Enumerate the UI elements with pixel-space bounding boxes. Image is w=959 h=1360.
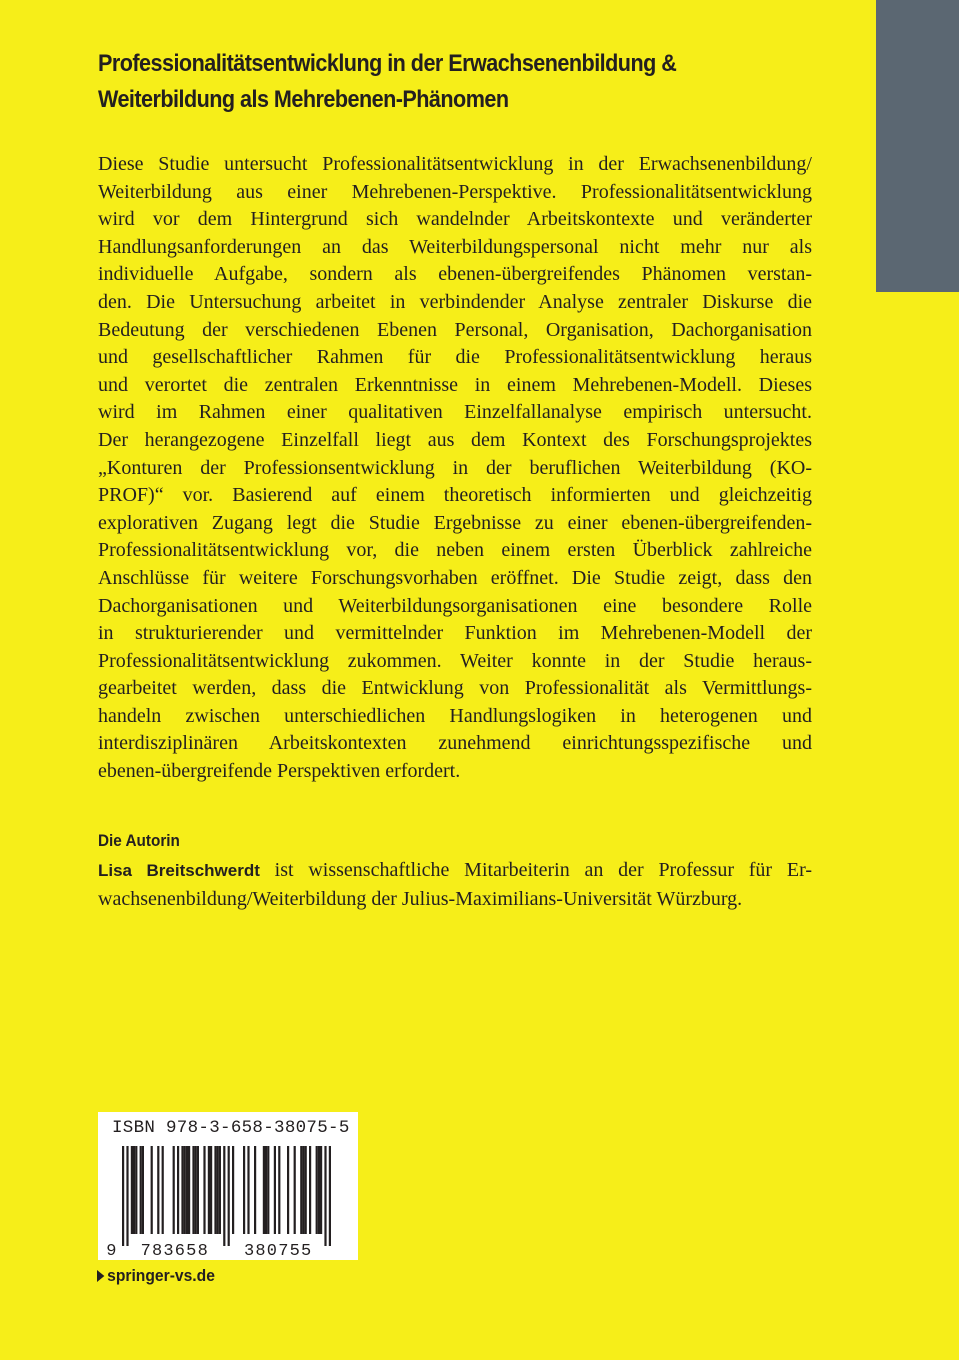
abstract-line: wird vor dem Hintergrund sich wandelnder Arbeitskontexte und veränderter [98, 208, 812, 231]
barcode-bar [142, 1146, 144, 1234]
author-bio-line-1 [98, 856, 812, 885]
barcode-digits-right: 380755 [243, 1242, 313, 1258]
barcode-bar [133, 1146, 135, 1234]
barcode-bar [210, 1146, 212, 1234]
barcode-bar [274, 1146, 276, 1234]
author-bio-text-1: ist wissenschaftliche Mitarbeiterin an der Professur für Er- [259, 859, 812, 881]
barcode-bar [173, 1146, 175, 1234]
publisher-link[interactable] [97, 1266, 215, 1286]
book-title [98, 46, 764, 118]
barcode-bar [131, 1146, 133, 1234]
barcode-bar [195, 1146, 197, 1234]
title-line-1: Professionalitätsentwicklung in der Erwachsenenbildung & [98, 50, 677, 77]
abstract-line: explorativen Zugang legt die Studie Ergebnisse zu einer ebenen-übergreifenden- [98, 511, 812, 534]
barcode-bar [126, 1146, 128, 1246]
abstract-line: Dachorganisationen und Weiterbildungsorganisationen eine besondere Rolle [98, 594, 812, 617]
barcode-bar [208, 1146, 210, 1234]
barcode-bar [309, 1146, 311, 1234]
author-bio [98, 856, 812, 913]
abstract-line: individuelle Aufgabe, sondern als ebenen-übergreifendes Phänomen verstan- [98, 263, 812, 286]
barcode-bar [223, 1146, 225, 1246]
barcode-bar [232, 1146, 234, 1234]
barcode-bar [177, 1146, 179, 1234]
abstract-line: den. Die Untersuchung arbeitet in verbindender Analyse zentraler Diskurse die [98, 290, 812, 313]
abstract-line: und gesellschaftlicher Rahmen für die Professionalitätsentwicklung heraus [98, 346, 812, 369]
abstract-line: Professionalitätsentwicklung zukommen. Weiter konnte in der Studie heraus- [98, 649, 812, 672]
abstract-line: Professionalitätsentwicklung vor, die neben einem ersten Überblick zahlreiche [98, 539, 812, 562]
barcode-bar [243, 1146, 245, 1234]
barcode-bar [203, 1146, 205, 1234]
title-line-2: Weiterbildung als Mehrebenen-Phänomen [98, 86, 509, 113]
barcode-bars [106, 1146, 350, 1258]
isbn-barcode [98, 1112, 358, 1260]
barcode-bar [324, 1146, 326, 1246]
barcode-bar [265, 1146, 267, 1234]
barcode-bar [263, 1146, 265, 1234]
abstract-line: Anschlüsse für weitere Forschungsvorhaben eröffnet. Die Studie zeigt, dass den [98, 566, 812, 589]
abstract-line: ebenen-übergreifende Perspektiven erfordert. [98, 760, 461, 783]
barcode-bar [140, 1146, 142, 1234]
abstract-line: Diese Studie untersucht Professionalitätsentwicklung in der Erwachsenenbildung/ [98, 153, 812, 175]
barcode-digits-left: 783658 [140, 1242, 210, 1258]
barcode-bar [192, 1146, 194, 1234]
barcode-bar [135, 1146, 137, 1234]
barcode-bar [162, 1146, 164, 1234]
barcode-bar [294, 1146, 296, 1234]
barcode-bar [254, 1146, 256, 1234]
barcode-bar [320, 1146, 322, 1234]
barcode-bar [329, 1146, 331, 1246]
barcode-bar [186, 1146, 188, 1234]
publisher-url[interactable]: springer-vs.de [107, 1266, 215, 1285]
abstract-line: „Konturen der Professionsentwicklung in der beruflichen Weiterbildung (KO- [98, 456, 812, 479]
isbn-label: ISBN 978-3-658-38075-5 [112, 1118, 350, 1138]
abstract-line: PROF)“ vor. Basierend auf einem theoretisch informierten und gleichzeitig [98, 484, 812, 507]
barcode-bar [219, 1146, 221, 1234]
abstract-line: handeln zwischen unterschiedlichen Handlungslogiken in heterogenen und [98, 704, 812, 727]
barcode-bar [247, 1146, 249, 1234]
barcode-bar [318, 1146, 320, 1234]
barcode-bar [228, 1146, 230, 1246]
barcode-digit-first: 9 [106, 1242, 118, 1258]
abstract-line: Bedeutung der verschiedenen Ebenen Personal, Organisation, Dachorganisation [98, 318, 812, 341]
abstract-line: wird im Rahmen einer qualitativen Einzelfallanalyse empirisch untersucht. [98, 401, 812, 424]
cover-accent-band [876, 0, 959, 292]
abstract-line: in strukturierender und vermittelnder Funktion im Mehrebenen-Modell der [98, 622, 812, 645]
barcode-bar [300, 1146, 302, 1234]
abstract-line: gearbeitet werden, dass die Entwicklung von Professionalität als Vermittlungs- [98, 677, 812, 700]
barcode-bar [197, 1146, 199, 1234]
abstract-line: interdisziplinären Arbeitskontexten zunehmend einrichtungsspezifische und [98, 732, 812, 755]
barcode-bar [267, 1146, 269, 1234]
barcode-bar [316, 1146, 318, 1234]
barcode-bar [122, 1146, 124, 1246]
barcode-bar [278, 1146, 280, 1234]
author-bio-line-2: wachsenenbildung/Weiterbildung der Julius-Maximilians-Universität Würzburg. [98, 888, 743, 910]
abstract-line: und verortet die zentralen Erkenntnisse in einem Mehrebenen-Modell. Dieses [98, 373, 812, 396]
barcode-bar [181, 1146, 183, 1234]
barcode-bar [305, 1146, 307, 1234]
barcode-bar [217, 1146, 219, 1234]
abstract-line: Der herangezogene Einzelfall liegt aus dem Kontext des Forschungsprojektes [98, 428, 812, 451]
abstract-line: Handlungsanforderungen an das Weiterbildungspersonal nicht mehr nur als [98, 235, 812, 258]
barcode-bar [214, 1146, 216, 1234]
arrow-right-icon [97, 1270, 104, 1282]
author-name: Lisa Breitschwerdt [98, 861, 260, 880]
barcode-bar [287, 1146, 289, 1234]
abstract-line: Weiterbildung aus einer Mehrebenen-Perspektive. Professionalitätsentwicklung [98, 180, 812, 203]
barcode-bar [184, 1146, 186, 1234]
author-heading: Die Autorin [98, 831, 180, 850]
book-abstract [98, 151, 812, 786]
barcode-bar [157, 1146, 159, 1234]
barcode-bar [151, 1146, 153, 1234]
barcode-bar [302, 1146, 304, 1234]
barcode-bar [188, 1146, 190, 1234]
